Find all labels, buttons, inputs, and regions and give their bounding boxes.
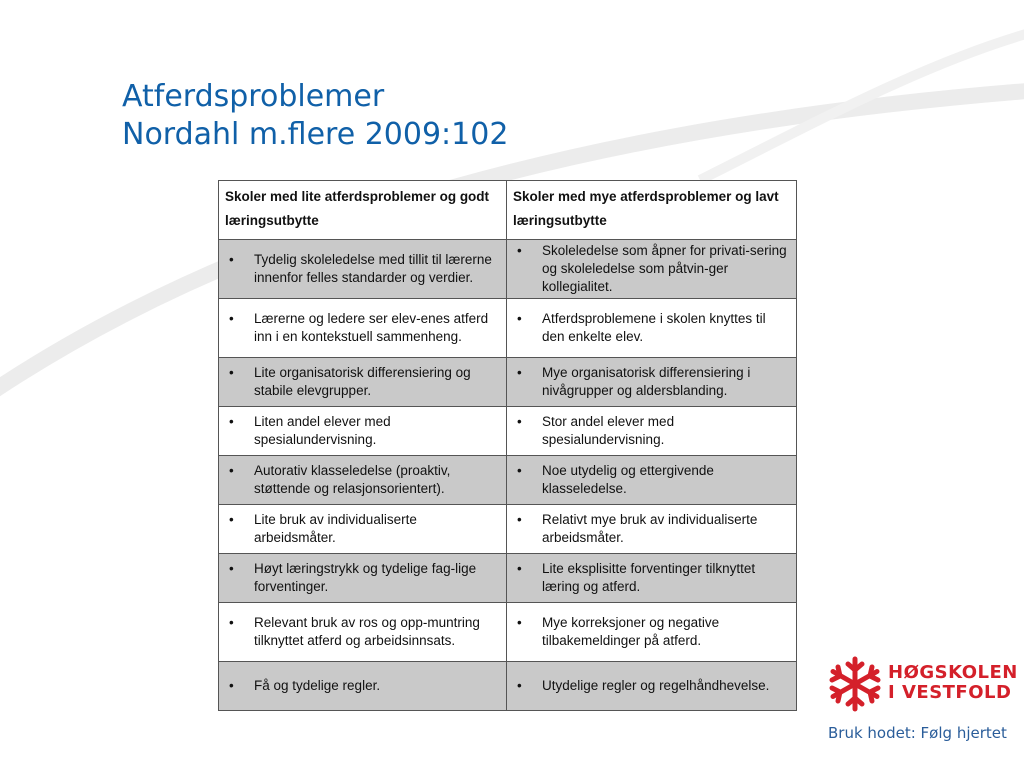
bullet-icon: • — [517, 365, 522, 380]
slide-title — [122, 78, 722, 154]
table-row — [219, 662, 797, 711]
bullet-icon: • — [517, 615, 522, 630]
table-cell: • Få og tydelige regler. — [219, 662, 507, 711]
table-cell: • Liten andel elever med spesialundervisning. — [219, 407, 507, 456]
table-cell: • Relativt mye bruk av individualiserte arbeidsmåter. — [507, 505, 797, 554]
bullet-icon: • — [229, 463, 234, 478]
table-cell: • Utydelige regler og regelhåndhevelse. — [507, 662, 797, 711]
table-cell: • Høyt læringstrykk og tydelige fag-lige forventinger. — [219, 554, 507, 603]
title-line-1: Atferdsproblemer — [122, 79, 385, 114]
logo-tagline: Bruk hodet: Følg hjertet — [828, 724, 1007, 742]
logo-name-line-1: HØGSKOLEN — [888, 662, 1018, 683]
table-row — [219, 554, 797, 603]
table-cell: • Lite eksplisitte forventinger tilknyttet læring og atferd. — [507, 554, 797, 603]
table-row — [219, 407, 797, 456]
table-row — [219, 603, 797, 662]
table-cell: • Atferdsproblemene i skolen knyttes til den enkelte elev. — [507, 299, 797, 358]
table-row — [219, 456, 797, 505]
table-header-row — [219, 181, 797, 240]
bullet-icon: • — [229, 252, 234, 267]
table-row — [219, 299, 797, 358]
table-cell: • Stor andel elever med spesialundervisning. — [507, 407, 797, 456]
bullet-icon: • — [229, 311, 234, 326]
table-cell: • Tydelig skoleledelse med tillit til lærerne innenfor felles standarder og verdier. — [219, 240, 507, 299]
table-cell: • Lærerne og ledere ser elev-enes atferd inn i en kontekstuell sammenheng. — [219, 299, 507, 358]
table-row — [219, 358, 797, 407]
header-low-problems: Skoler med lite atferdsproblemer og godt læringsutbytte — [219, 181, 507, 240]
bullet-icon: • — [229, 512, 234, 527]
table-cell: • Noe utydelig og ettergivende klasseledelse. — [507, 456, 797, 505]
bullet-icon: • — [229, 414, 234, 429]
logo-wordmark — [888, 663, 1018, 703]
bullet-icon: • — [517, 463, 522, 478]
college-logo — [826, 655, 1016, 755]
bullet-icon: • — [517, 243, 522, 258]
table-cell: • Autorativ klasseledelse (proaktiv, støttende og relasjonsorientert). — [219, 456, 507, 505]
bullet-icon: • — [229, 678, 234, 693]
table-cell: • Lite bruk av individualiserte arbeidsmåter. — [219, 505, 507, 554]
snowflake-logo-icon — [826, 655, 884, 713]
table-row — [219, 240, 797, 299]
bullet-icon: • — [517, 561, 522, 576]
title-line-2: Nordahl m.flere 2009:102 — [122, 117, 509, 152]
table-cell: • Lite organisatorisk differensiering og stabile elevgrupper. — [219, 358, 507, 407]
bullet-icon: • — [229, 365, 234, 380]
table-row — [219, 505, 797, 554]
bullet-icon: • — [517, 414, 522, 429]
bullet-icon: • — [517, 311, 522, 326]
bullet-icon: • — [229, 561, 234, 576]
comparison-table — [218, 180, 797, 711]
table-cell: • Mye korreksjoner og negative tilbakemeldinger på atferd. — [507, 603, 797, 662]
table-cell: • Mye organisatorisk differensiering i nivågrupper og aldersblanding. — [507, 358, 797, 407]
table-cell: • Skoleledelse som åpner for privati-sering og skoleledelse som påtvin-ger kollegialitet. — [507, 240, 797, 299]
bullet-icon: • — [517, 512, 522, 527]
header-high-problems: Skoler med mye atferdsproblemer og lavt læringsutbytte — [507, 181, 797, 240]
logo-name-line-2: I VESTFOLD — [888, 682, 1012, 703]
bullet-icon: • — [517, 678, 522, 693]
bullet-icon: • — [229, 615, 234, 630]
table-cell: • Relevant bruk av ros og opp-muntring tilknyttet atferd og arbeidsinnsats. — [219, 603, 507, 662]
